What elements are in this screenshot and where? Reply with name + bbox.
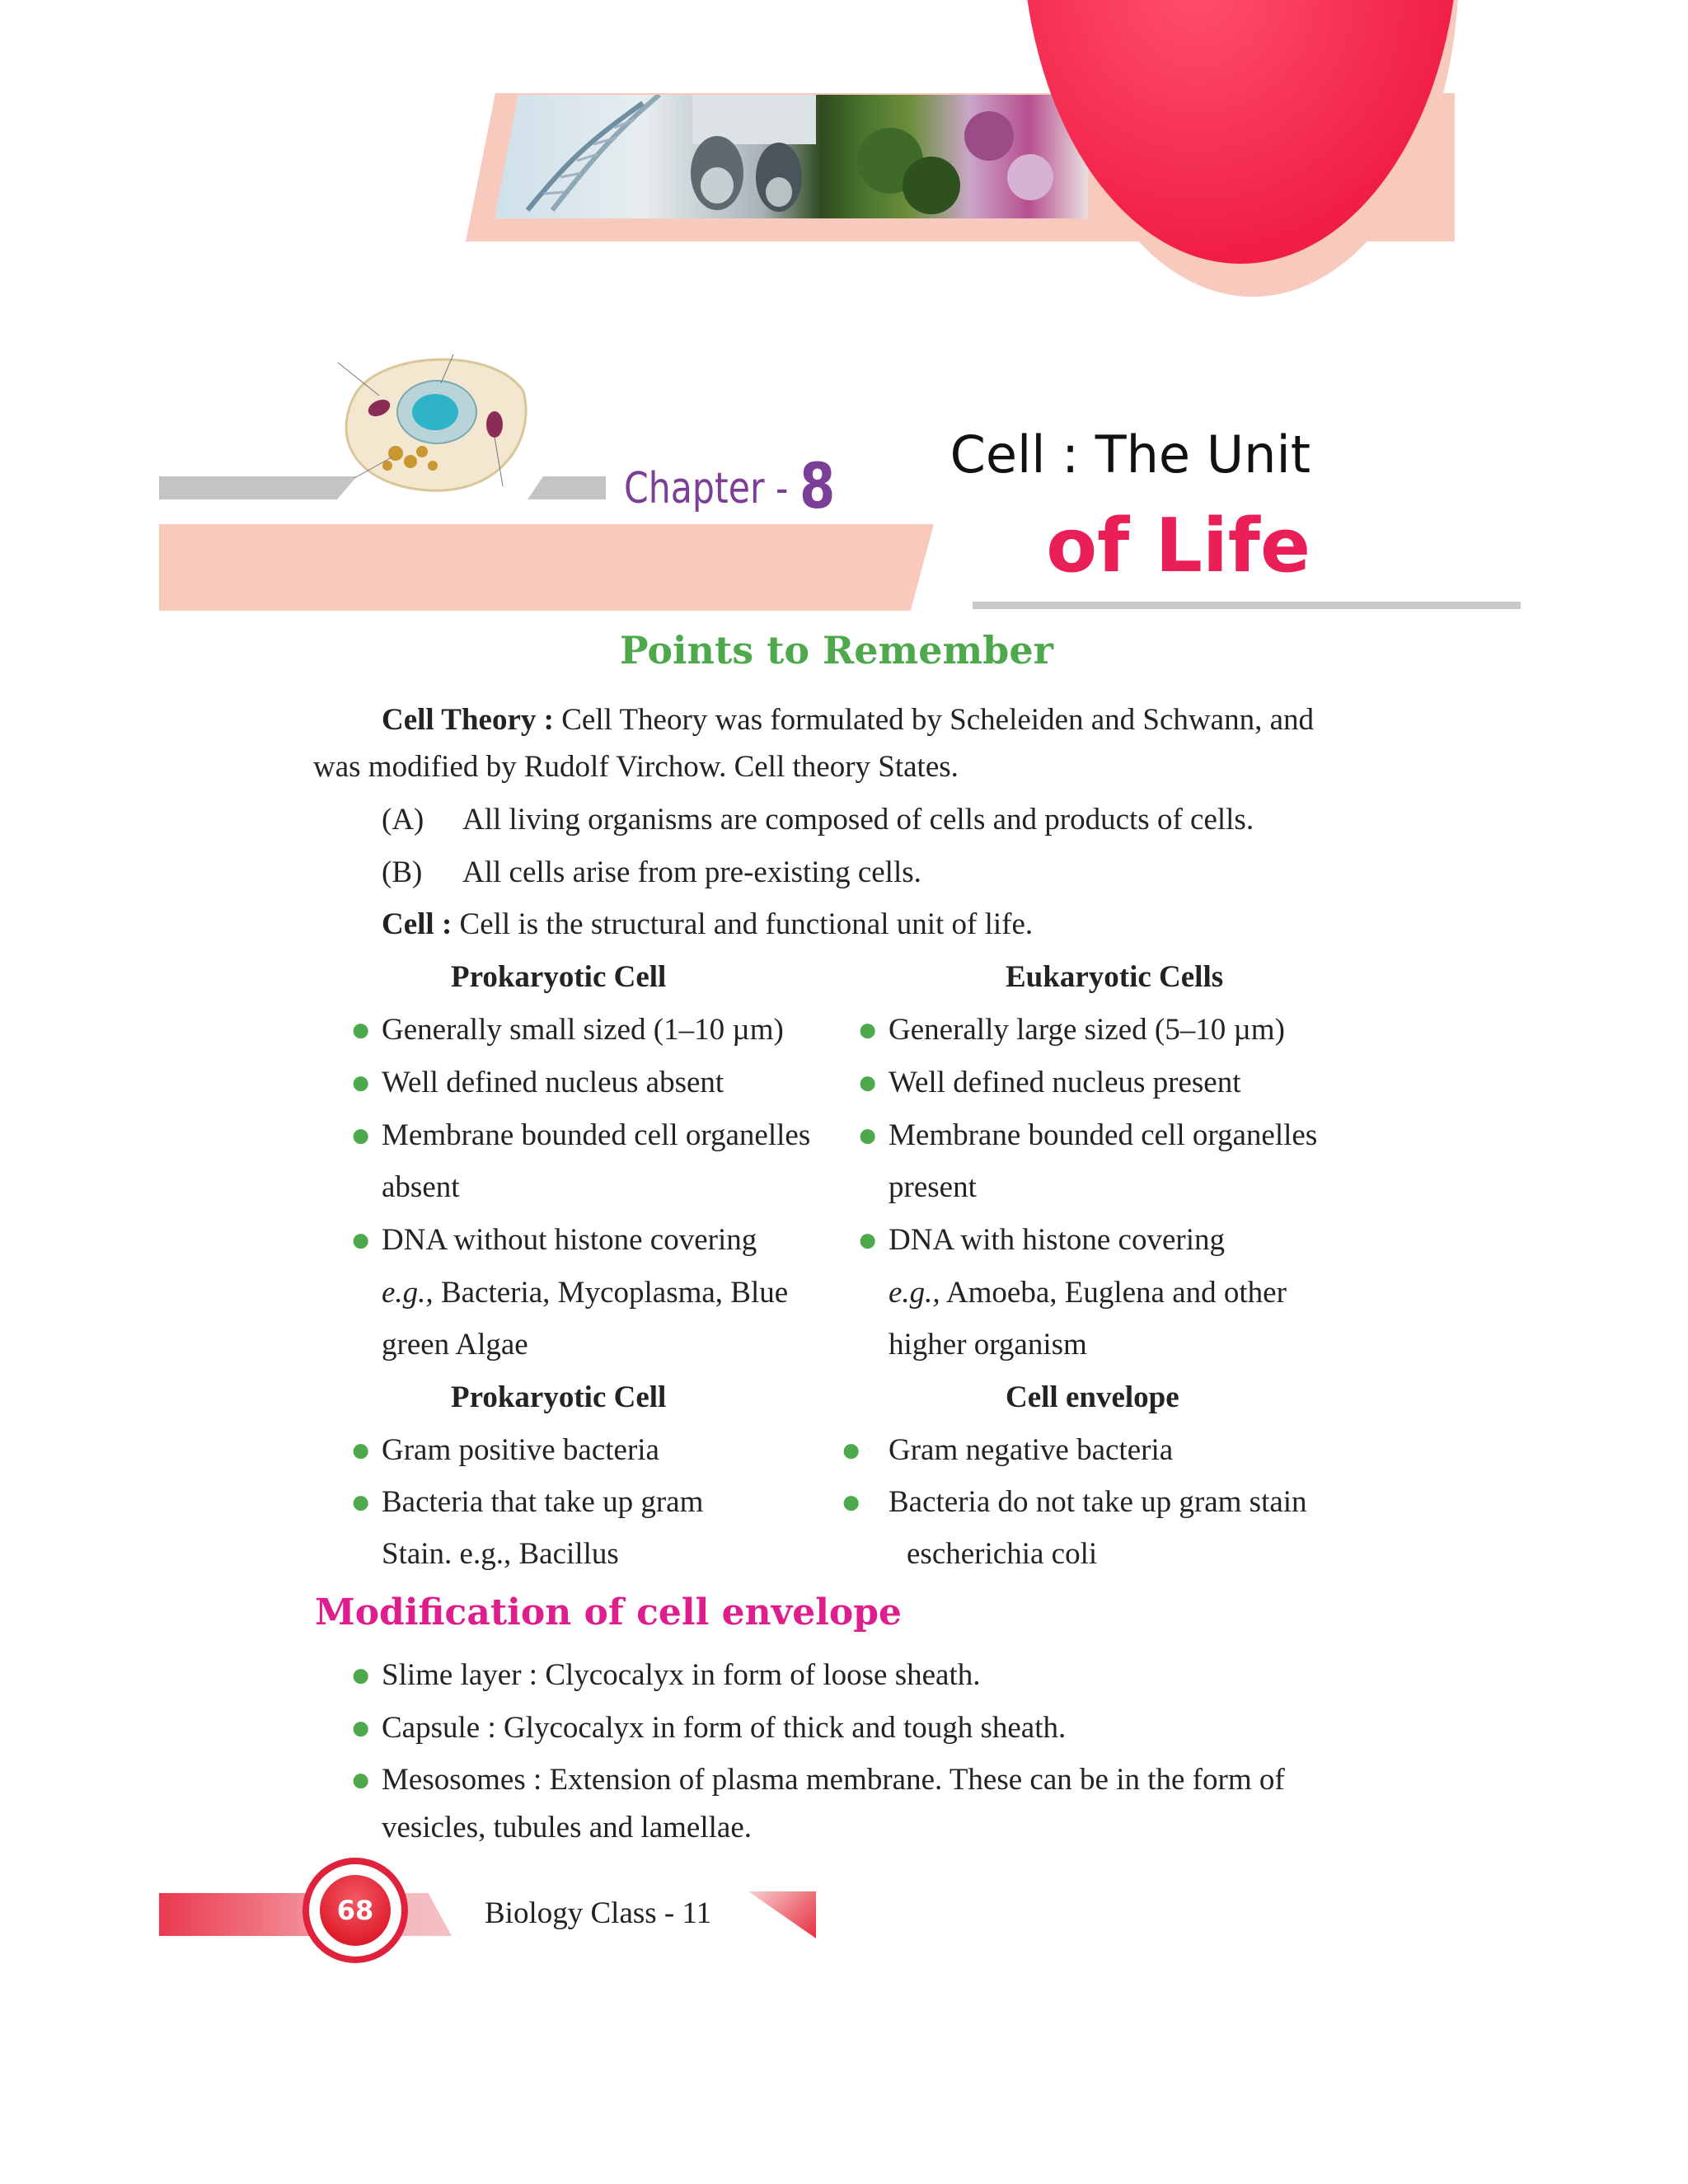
bullet-icon: ● [350, 1709, 372, 1747]
gram-positive: Gram positive bacteria [382, 1433, 659, 1467]
prokaryotic-dna: DNA without histone covering [382, 1223, 757, 1257]
prokaryotic-examples [382, 1277, 788, 1310]
theory-item-a-text: All living organisms are composed of cells and products of cells. [462, 803, 1254, 837]
chapter-title-line1: Cell : The Unit [950, 424, 1311, 485]
gram-negative-example: escherichia coli [907, 1537, 1098, 1571]
gram-positive-desc: Bacteria that take up gram [382, 1485, 704, 1519]
header-pink-band [159, 524, 934, 611]
footer-left-band [159, 1893, 452, 1936]
banner-photo-collage [495, 95, 1088, 218]
modification-heading: Modification of cell envelope [315, 1591, 903, 1633]
bullet-icon: ● [350, 1761, 372, 1799]
prokaryotic-examples-text: Bacteria, Mycoplasma, Blue [440, 1276, 789, 1310]
header-grey-bar-middle [528, 476, 606, 499]
dna-microscope-illustration [495, 95, 1088, 218]
eukaryotic-examples-text: Amoeba, Euglena and other [945, 1276, 1287, 1310]
prokaryotic-heading-2: Prokaryotic Cell [451, 1380, 667, 1414]
chapter-label-text: Chapter - [624, 464, 789, 513]
mesosomes: Mesosomes : Extension of plasma membrane. These can be in the form of [382, 1763, 1285, 1797]
prokaryotic-size: Generally small sized (1–10 µm) [382, 1013, 784, 1047]
cell-theory-line2: was modified by Rudolf Virchow. Cell theory States. [313, 750, 959, 784]
footer-right-triangle [748, 1891, 816, 1938]
bullet-icon: ● [857, 1011, 879, 1049]
header-grey-bar-left [159, 476, 357, 499]
bullet-icon: ● [857, 1064, 879, 1102]
prokaryotic-organelles-cont: absent [382, 1170, 460, 1204]
bullet-icon: ● [350, 1117, 372, 1155]
bullet-icon: ● [857, 1117, 879, 1155]
bullet-icon: ● [350, 1064, 372, 1102]
theory-item-b-text: All cells arise from pre-existing cells. [462, 855, 921, 889]
page-number: 68 [320, 1875, 391, 1946]
slime-layer: Slime layer : Clycocalyx in form of loose sheath. [382, 1658, 981, 1692]
eukaryotic-size: Generally large sized (5–10 µm) [889, 1013, 1285, 1047]
capsule: Capsule : Glycocalyx in form of thick and tough sheath. [382, 1711, 1067, 1745]
eukaryotic-organelles: Membrane bounded cell organelles [889, 1118, 1318, 1152]
cell-def-label: Cell : [382, 907, 452, 941]
title-underline [973, 602, 1521, 609]
bullet-icon: ● [841, 1483, 862, 1521]
mesosomes-cont: vesicles, tubules and lamellae. [382, 1811, 752, 1844]
bullet-icon: ● [350, 1011, 372, 1049]
eukaryotic-dna: DNA with histone covering [889, 1223, 1225, 1257]
book-title: Biology Class - 11 [485, 1896, 712, 1930]
chapter-label [624, 449, 835, 523]
eukaryotic-organelles-cont: present [889, 1170, 977, 1204]
theory-item-a-marker: (A) [382, 803, 424, 837]
gram-negative-desc: Bacteria do not take up gram stain [889, 1485, 1307, 1519]
animal-cell-diagram [330, 346, 536, 503]
bullet-icon: ● [350, 1432, 372, 1469]
prokaryotic-examples-cont: green Algae [382, 1328, 528, 1361]
eukaryotic-examples-cont: higher organism [889, 1328, 1087, 1361]
cell-def-text: Cell is the structural and functional unit of life. [452, 907, 1034, 941]
bullet-icon: ● [350, 1483, 372, 1521]
eukaryotic-heading: Eukaryotic Cells [1006, 960, 1224, 994]
bullet-icon: ● [350, 1657, 372, 1694]
points-heading: Points to Remember [620, 628, 1053, 673]
cell-theory-label: Cell Theory : [382, 703, 554, 737]
theory-item-b-marker: (B) [382, 855, 423, 889]
bullet-icon: ● [857, 1221, 879, 1259]
prokaryotic-organelles: Membrane bounded cell organelles [382, 1118, 811, 1152]
cell-envelope-heading: Cell envelope [1006, 1380, 1179, 1414]
chapter-number: 8 [799, 449, 836, 523]
cell-theory-text1: Cell Theory was formulated by Scheleiden and Schwann, and [553, 703, 1314, 737]
prokaryotic-heading: Prokaryotic Cell [451, 960, 667, 994]
cell-theory-line1 [382, 704, 1314, 737]
eukaryotic-examples [889, 1277, 1287, 1310]
bullet-icon: ● [350, 1221, 372, 1259]
gram-positive-example: Stain. e.g., Bacillus [382, 1537, 619, 1571]
prokaryotic-nucleus: Well defined nucleus absent [382, 1066, 724, 1099]
cell-definition [382, 908, 1033, 941]
eg-label: e.g., [889, 1276, 940, 1310]
eg-label: e.g., [382, 1276, 434, 1310]
chapter-title-line2: of Life [1046, 503, 1311, 589]
eukaryotic-nucleus: Well defined nucleus present [889, 1066, 1241, 1099]
gram-negative: Gram negative bacteria [889, 1433, 1174, 1467]
bullet-icon: ● [841, 1432, 862, 1469]
